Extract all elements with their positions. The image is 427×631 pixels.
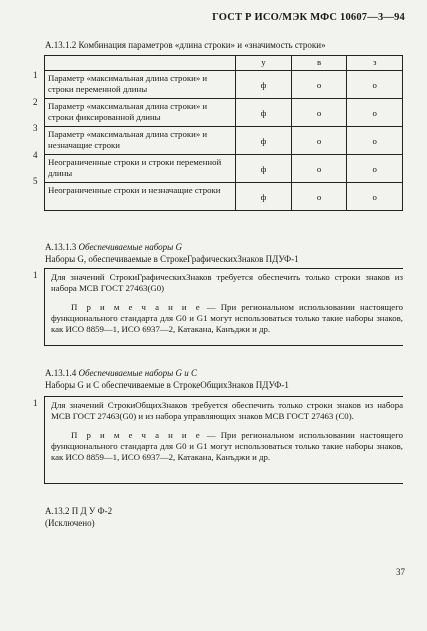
row-value: о xyxy=(347,127,403,155)
table-row xyxy=(45,127,403,155)
note-label: П р и м е ч а н и е xyxy=(71,302,202,312)
box-number: 1 xyxy=(33,398,38,408)
table-caption: А.13.1.2 Комбинация параметров «длина строки» и «значимость строки» xyxy=(45,40,326,50)
row-value: о xyxy=(291,183,347,211)
row-number: 1 xyxy=(33,70,38,80)
section-heading: А.13.2 П Д У Ф-2 xyxy=(45,506,113,516)
requirement-box xyxy=(44,268,403,346)
table-row xyxy=(45,183,403,211)
note-paragraph xyxy=(51,430,403,463)
row-value: о xyxy=(347,155,403,183)
note-text: — При региональном использовании настоящего функционального стандарта для G0 и G1 могут использоваться только такие наборы знаков, как ИСО 8859—1, ИСО 6937—2, Катакана, Канъджи и др. xyxy=(51,430,403,462)
table-row xyxy=(45,155,403,183)
row-value: ф xyxy=(236,71,292,99)
row-number: 3 xyxy=(33,123,38,133)
row-value: о xyxy=(291,155,347,183)
table-header-label xyxy=(45,56,236,71)
row-number: 5 xyxy=(33,176,38,186)
row-label: Неограниченные строки и незначащие строки xyxy=(45,183,236,211)
section-heading xyxy=(45,242,182,252)
table-header-row xyxy=(45,56,403,71)
table-row xyxy=(45,99,403,127)
section-subtitle: Наборы G, обеспечиваемые в СтрокеГрафическихЗнаков ПДУФ-1 xyxy=(45,254,299,264)
table-header-col-v: в xyxy=(291,56,347,71)
row-number: 2 xyxy=(33,97,38,107)
row-value: о xyxy=(347,71,403,99)
table-header-col-u: у xyxy=(236,56,292,71)
row-value: о xyxy=(347,183,403,211)
table-header-col-z: з xyxy=(347,56,403,71)
page-number: 37 xyxy=(396,567,405,577)
section-number: А.13.1.4 xyxy=(45,368,77,378)
row-label: Параметр «максимальная длина строки» и незначащие строки xyxy=(45,127,236,155)
row-value: о xyxy=(291,127,347,155)
section-title: Обеспечиваемые наборы G и C xyxy=(78,368,197,378)
section-title: Обеспечиваемые наборы G xyxy=(78,242,182,252)
requirement-text: Для значений СтрокиОбщихЗнаков требуется обеспечить только строки знаков из набора МСВ ГОСТ 27463(G0) и из набора управляющих знаков МСВ ГОСТ 27463 (C0). xyxy=(51,400,403,421)
row-number: 4 xyxy=(33,150,38,160)
section-number: А.13.1.3 xyxy=(45,242,77,252)
row-label: Параметр «максимальная длина строки» и строки фиксированной длины xyxy=(45,99,236,127)
note-text: — При региональном использовании настоящего функционального стандарта для G0 и G1 могут использоваться только такие наборы знаков, как ИСО 8859—1, ИСО 6937—2, Катакана, Канъджи и др. xyxy=(51,302,403,334)
row-value: о xyxy=(347,99,403,127)
note-label: П р и м е ч а н и е xyxy=(71,430,202,440)
section-status: (Исключено) xyxy=(45,518,95,528)
row-value: о xyxy=(291,71,347,99)
page-header: ГОСТ Р ИСО/МЭК МФС 10607—3—94 xyxy=(212,12,405,23)
requirement-text: Для значений СтрокиГрафическихЗнаков требуется обеспечить только строки знаков из набора МСВ ГОСТ 27463(G0) xyxy=(51,272,403,293)
row-value: о xyxy=(291,99,347,127)
row-value: ф xyxy=(236,155,292,183)
requirement-box xyxy=(44,396,403,484)
row-label: Параметр «максимальная длина строки» и строки переменной длины xyxy=(45,71,236,99)
section-heading xyxy=(45,368,197,378)
row-label: Неограниченные строки и строки переменной длины xyxy=(45,155,236,183)
box-number: 1 xyxy=(33,270,38,280)
note-paragraph xyxy=(51,302,403,335)
table-row xyxy=(45,71,403,99)
row-value: ф xyxy=(236,127,292,155)
section-subtitle: Наборы G и C обеспечиваемые в СтрокеОбщихЗнаков ПДУФ-1 xyxy=(45,380,289,390)
row-value: ф xyxy=(236,99,292,127)
row-value: ф xyxy=(236,183,292,211)
parameter-table xyxy=(44,55,403,211)
